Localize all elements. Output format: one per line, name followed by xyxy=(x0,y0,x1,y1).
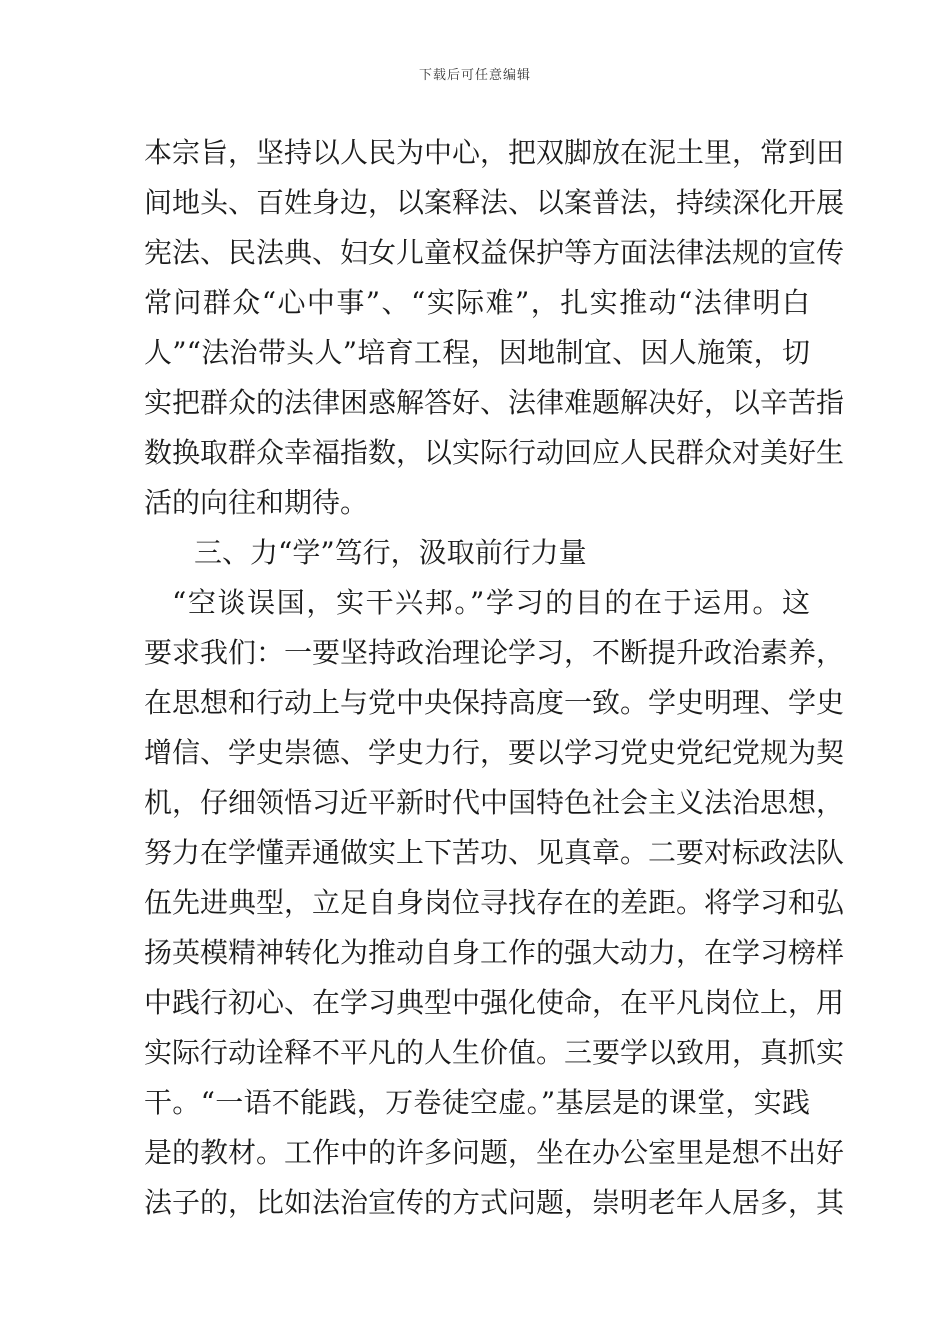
text-line: 增信、学史崇德、学史力行，要以学习党史党纪党规为契 xyxy=(144,736,845,769)
text-line: 间地头、百姓身边，以案释法、以案普法，持续深化开展 xyxy=(144,186,845,219)
text-line: “空谈误国，实干兴邦。”学习的目的在于运用。这 xyxy=(172,586,810,619)
document-body xyxy=(144,128,845,1228)
text-line: 努力在学懂弄通做实上下苦功、见真章。二要对标政法队 xyxy=(144,836,845,869)
text-line: 在思想和行动上与党中央保持高度一致。学史明理、学史 xyxy=(144,686,845,719)
text-line: 干。“一语不能践，万卷徒空虚。”基层是的课堂，实践 xyxy=(144,1086,810,1119)
paragraph-1 xyxy=(144,128,845,528)
text-line: 常问群众“心中事”、“实际难”，扎实推动“法律明白 xyxy=(144,286,810,319)
section-heading: 三、力“学”笃行，汲取前行力量 xyxy=(194,536,587,569)
text-line: 扬英模精神转化为推动自身工作的强大动力，在学习榜样 xyxy=(144,936,845,969)
text-line: 实把群众的法律困惑解答好、法律难题解决好，以辛苦指 xyxy=(144,386,845,419)
text-line: 是的教材。工作中的许多问题，坐在办公室里是想不出好 xyxy=(144,1136,845,1169)
paragraph-2 xyxy=(144,578,845,1228)
text-line: 实际行动诠释不平凡的人生价值。三要学以致用，真抓实 xyxy=(144,1036,845,1069)
page-header: 下载后可任意编辑 xyxy=(418,68,531,83)
text-line: 中践行初心、在学习典型中强化使命，在平凡岗位上，用 xyxy=(144,986,845,1019)
text-line: 要求我们：一要坚持政治理论学习，不断提升政治素养， xyxy=(144,636,845,669)
text-line: 机，仔细领悟习近平新时代中国特色社会主义法治思想， xyxy=(144,786,845,819)
text-line: 宪法、民法典、妇女儿童权益保护等方面法律法规的宣传 xyxy=(144,236,845,269)
text-line: 本宗旨，坚持以人民为中心，把双脚放在泥土里，常到田 xyxy=(144,136,845,169)
text-line: 人”“法治带头人”培育工程，因地制宜、因人施策，切 xyxy=(144,336,810,369)
text-line: 数换取群众幸福指数，以实际行动回应人民群众对美好生 xyxy=(144,436,845,469)
text-line: 伍先进典型，立足自身岗位寻找存在的差距。将学习和弘 xyxy=(144,886,845,919)
text-line: 法子的，比如法治宣传的方式问题，崇明老年人居多，其 xyxy=(144,1186,845,1219)
text-line: 活的向往和期待。 xyxy=(144,486,369,519)
